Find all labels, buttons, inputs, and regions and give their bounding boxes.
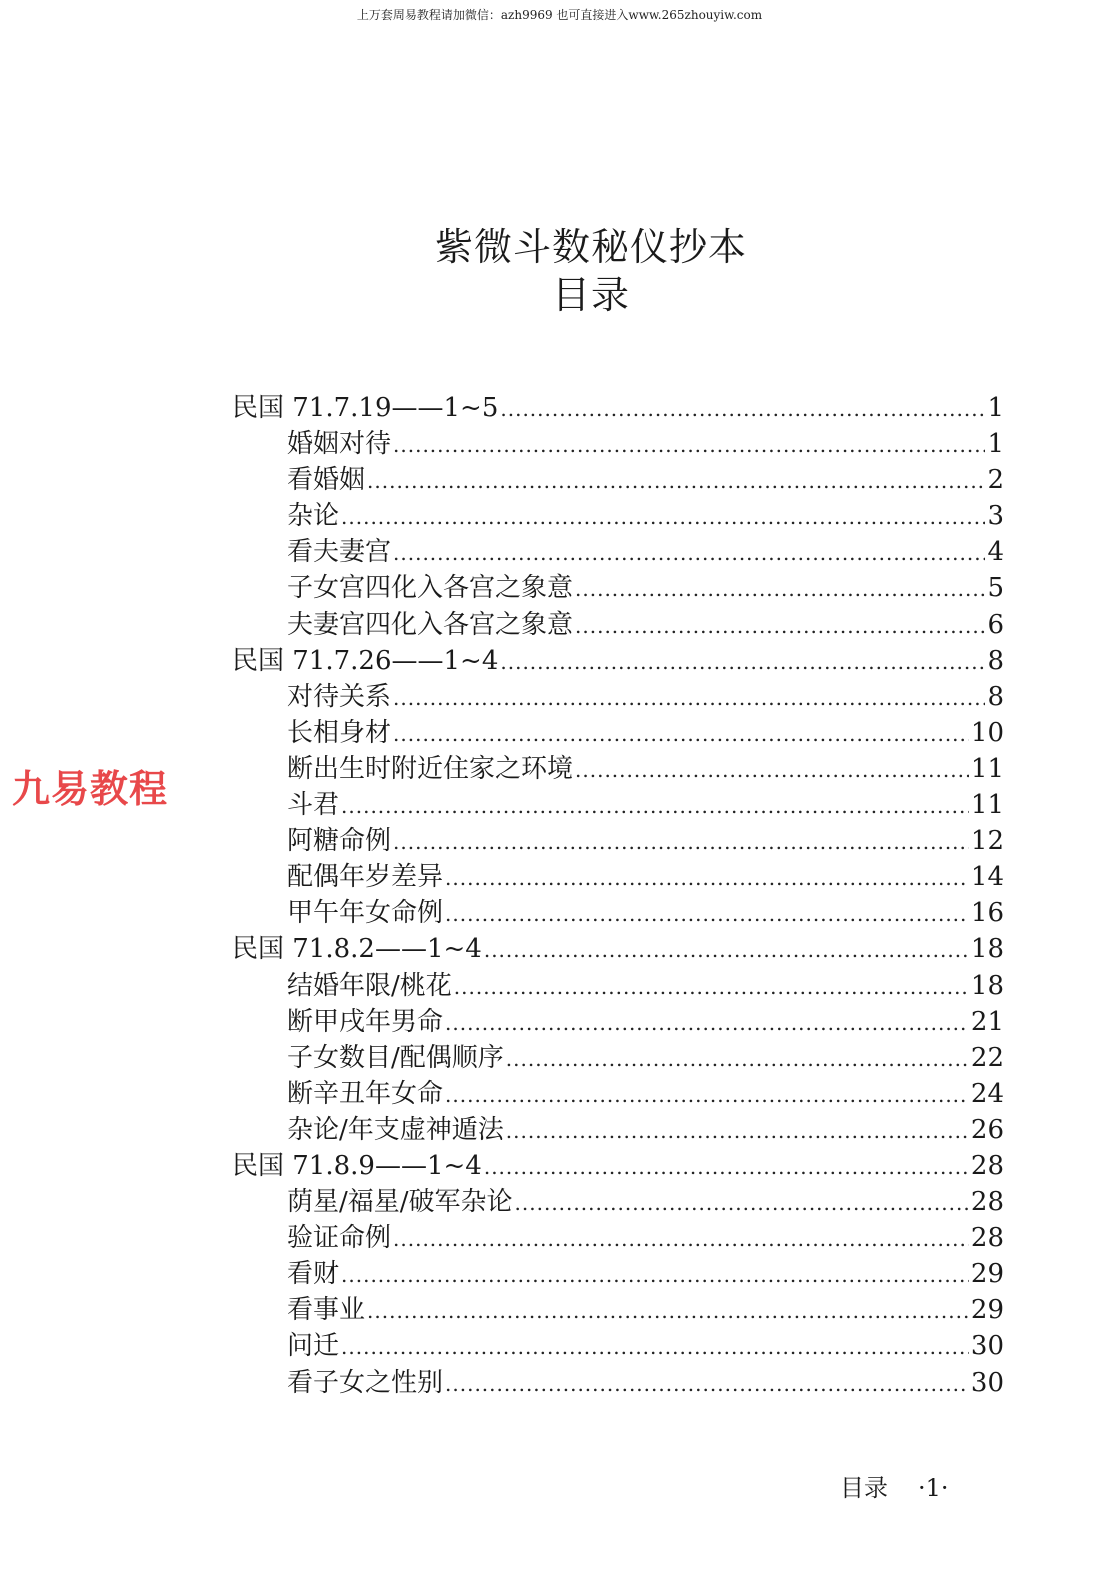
- toc-entry[interactable]: [232, 859, 1004, 895]
- page-number: ·1·: [918, 1474, 949, 1502]
- dot-leader: [500, 391, 985, 427]
- dot-leader: [484, 932, 969, 968]
- dot-leader: [506, 1041, 969, 1077]
- toc-entry-label: 荫星/福星/破军杂论: [287, 1187, 513, 1218]
- toc-entry-label: 子女宫四化入各宫之象意: [287, 573, 574, 604]
- dot-leader: [445, 860, 969, 896]
- dot-leader: [367, 463, 985, 499]
- toc-entry[interactable]: [232, 823, 1004, 859]
- toc-entry-label: 斗君: [287, 790, 340, 821]
- toc-entry-page: 3: [987, 501, 1004, 532]
- toc-entry[interactable]: [232, 534, 1004, 570]
- toc-entry[interactable]: [232, 1040, 1004, 1076]
- toc-entry-label: 看事业: [287, 1295, 366, 1326]
- toc-entry-label: 民国 71.8.9——1~4: [232, 1150, 482, 1181]
- toc-entry[interactable]: [232, 679, 1004, 715]
- toc-entry-page: 29: [970, 1295, 1004, 1326]
- toc-section[interactable]: [232, 1148, 1004, 1184]
- toc-entry-label: 断辛丑年女命: [287, 1078, 444, 1109]
- dot-leader: [445, 1077, 969, 1113]
- toc-entry-page: 11: [970, 753, 1004, 784]
- toc-entry[interactable]: [232, 1256, 1004, 1292]
- toc-entry[interactable]: [232, 1112, 1004, 1148]
- toc-entry-label: 看子女之性别: [287, 1367, 444, 1398]
- toc-entry-page: 10: [970, 717, 1004, 748]
- dot-leader: [506, 1113, 969, 1149]
- toc-entry[interactable]: [232, 1365, 1004, 1401]
- table-of-contents: [232, 390, 1004, 1401]
- toc-entry-page: 16: [970, 898, 1004, 929]
- dot-leader: [575, 608, 985, 644]
- toc-entry[interactable]: [232, 462, 1004, 498]
- toc-entry-label: 对待关系: [287, 681, 392, 712]
- toc-heading: 目录: [551, 273, 630, 317]
- toc-entry-label: 配偶年岁差异: [287, 862, 444, 893]
- toc-entry[interactable]: [232, 787, 1004, 823]
- dot-leader: [445, 896, 969, 932]
- toc-entry-page: 18: [970, 970, 1004, 1001]
- toc-entry-page: 30: [970, 1367, 1004, 1398]
- dot-leader: [341, 1329, 969, 1365]
- toc-entry-page: 30: [970, 1331, 1004, 1362]
- toc-entry[interactable]: [232, 1328, 1004, 1364]
- toc-entry-page: 22: [970, 1042, 1004, 1073]
- toc-entry-page: 14: [970, 862, 1004, 893]
- dot-leader: [445, 1005, 969, 1041]
- toc-entry-label: 子女数目/配偶顺序: [287, 1042, 504, 1073]
- dot-leader: [484, 1149, 969, 1185]
- dot-leader: [393, 716, 969, 752]
- toc-entry-label: 问迁: [287, 1331, 340, 1362]
- toc-entry-page: 18: [970, 934, 1004, 965]
- toc-entry[interactable]: [232, 607, 1004, 643]
- toc-entry-label: 民国 71.8.2——1~4: [232, 934, 482, 965]
- toc-entry[interactable]: [232, 1076, 1004, 1112]
- toc-entry-label: 看婚姻: [287, 465, 366, 496]
- dot-leader: [575, 752, 969, 788]
- dot-leader: [393, 1221, 969, 1257]
- dot-leader: [393, 824, 969, 860]
- dot-leader: [341, 788, 969, 824]
- toc-entry-page: 26: [970, 1114, 1004, 1145]
- toc-entry-page: 5: [987, 573, 1004, 604]
- toc-entry[interactable]: [232, 426, 1004, 462]
- toc-entry-label: 民国 71.7.26——1~4: [232, 645, 499, 676]
- toc-entry[interactable]: [232, 751, 1004, 787]
- dot-leader: [367, 1293, 969, 1329]
- toc-entry-label: 结婚年限/桃花: [287, 970, 452, 1001]
- toc-entry-page: 1: [987, 429, 1004, 460]
- dot-leader: [445, 1366, 969, 1402]
- dot-leader: [575, 571, 985, 607]
- toc-entry[interactable]: [232, 570, 1004, 606]
- toc-entry[interactable]: [232, 715, 1004, 751]
- toc-entry[interactable]: [232, 968, 1004, 1004]
- toc-entry-page: 11: [970, 790, 1004, 821]
- toc-entry-label: 长相身材: [287, 717, 392, 748]
- toc-entry-label: 验证命例: [287, 1223, 392, 1254]
- toc-entry-label: 断甲戌年男命: [287, 1006, 444, 1037]
- toc-section[interactable]: [232, 643, 1004, 679]
- toc-entry[interactable]: [232, 895, 1004, 931]
- toc-entry-label: 断出生时附近住家之环境: [287, 753, 574, 784]
- toc-entry-page: 24: [970, 1078, 1004, 1109]
- page-footer: [840, 1468, 949, 1503]
- toc-entry-label: 婚姻对待: [287, 429, 392, 460]
- toc-section[interactable]: [232, 390, 1004, 426]
- dot-leader: [454, 969, 969, 1005]
- toc-entry[interactable]: [232, 1004, 1004, 1040]
- toc-entry-page: 21: [970, 1006, 1004, 1037]
- toc-section[interactable]: [232, 931, 1004, 967]
- toc-entry[interactable]: [232, 1184, 1004, 1220]
- toc-entry-page: 28: [970, 1187, 1004, 1218]
- toc-entry-label: 阿糖命例: [287, 826, 392, 857]
- toc-entry-page: 1: [987, 393, 1004, 423]
- document-title: 紫微斗数秘仪抄本: [434, 225, 747, 269]
- toc-entry-page: 28: [970, 1223, 1004, 1254]
- toc-entry[interactable]: [232, 1292, 1004, 1328]
- toc-entry-page: 8: [987, 645, 1004, 676]
- toc-entry-label: 看夫妻宫: [287, 537, 392, 568]
- dot-leader: [500, 644, 985, 680]
- toc-entry-label: 看财: [287, 1259, 340, 1290]
- toc-entry[interactable]: [232, 498, 1004, 534]
- toc-entry-label: 甲午年女命例: [287, 898, 444, 929]
- toc-entry-page: 4: [987, 537, 1004, 568]
- toc-entry-label: 杂论: [287, 501, 340, 532]
- dot-leader: [393, 427, 985, 463]
- toc-entry-page: 12: [970, 826, 1004, 857]
- dot-leader: [515, 1185, 969, 1221]
- toc-entry-label: 民国 71.7.19——1~5: [232, 393, 499, 423]
- dot-leader: [393, 535, 985, 571]
- toc-entry-page: 2: [987, 465, 1004, 496]
- toc-entry-page: 29: [970, 1259, 1004, 1290]
- dot-leader: [393, 680, 985, 716]
- dot-leader: [341, 1257, 969, 1293]
- toc-entry[interactable]: [232, 1220, 1004, 1256]
- dot-leader: [341, 499, 985, 535]
- toc-entry-label: 杂论/年支虚神遁法: [287, 1114, 504, 1145]
- toc-entry-page: 8: [987, 681, 1004, 712]
- toc-entry-page: 6: [987, 609, 1004, 640]
- footer-label: 目录: [840, 1474, 888, 1502]
- watermark-logo: 九易教程: [12, 767, 169, 811]
- toc-entry-label: 夫妻宫四化入各宫之象意: [287, 609, 574, 640]
- header-note: 上万套周易教程请加微信：azh9969 也可直接进入www.265zhouyiw.com: [356, 8, 763, 22]
- toc-entry-page: 28: [970, 1150, 1004, 1181]
